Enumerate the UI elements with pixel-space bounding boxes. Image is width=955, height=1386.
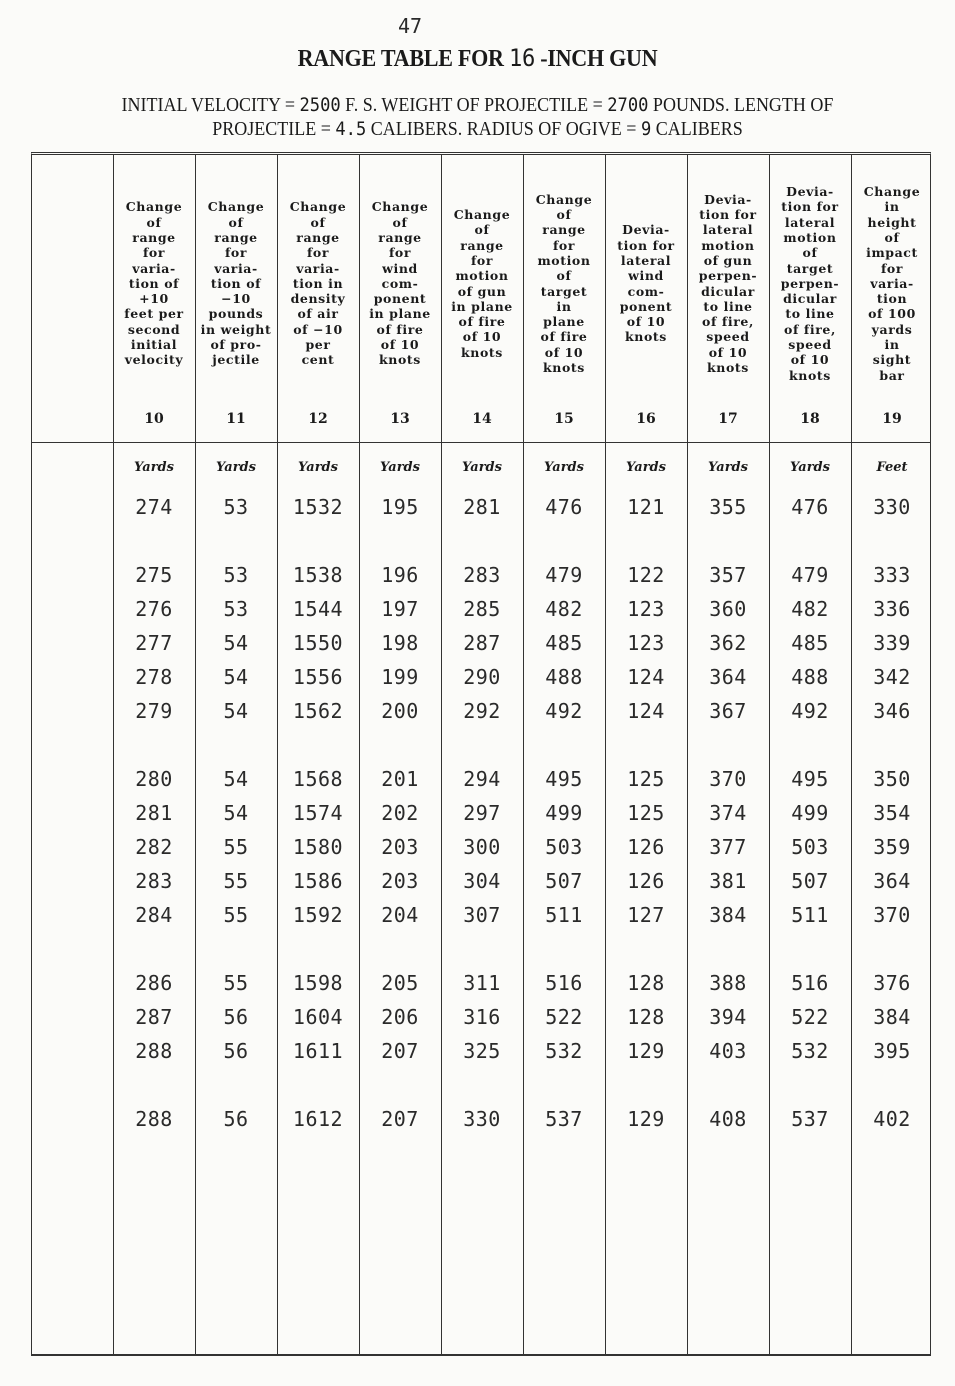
table-cell: 355: [709, 495, 747, 519]
table-cell: 516: [791, 971, 829, 995]
table-cell: 127: [627, 903, 665, 927]
column-unit: Yards: [462, 460, 502, 475]
column-header: [359, 155, 441, 442]
table-cell: 207: [381, 1039, 419, 1063]
table-cell: 196: [381, 563, 419, 587]
table-cell: 316: [463, 1005, 501, 1029]
column-header-text: Change of range for varia- tion of +10 feet per second initial velocity: [124, 199, 184, 368]
table-cell: 275: [135, 563, 173, 587]
table-cell: 128: [627, 1005, 665, 1029]
table-cell: 532: [791, 1039, 829, 1063]
table-cell: 56: [223, 1107, 249, 1131]
table-cell: 53: [223, 495, 249, 519]
table-cell: 367: [709, 699, 747, 723]
table-cell: 1604: [292, 1005, 344, 1029]
column-header-text: Change of range for varia- tion in density of air of −10 per cent: [289, 199, 347, 368]
column-header-text: Devia- tion for lateral motion of gun perpen- dicular to line of fire, speed of 10 knots: [698, 191, 758, 375]
table-cell: 200: [381, 699, 419, 723]
column-header: [769, 155, 851, 442]
column-number: 15: [554, 411, 574, 427]
table-cell: 370: [873, 903, 911, 927]
table-cell: 123: [627, 597, 665, 621]
table-cell: 479: [791, 563, 829, 587]
subtitle-text: PROJECTILE =: [212, 118, 331, 140]
table-cell: 54: [223, 767, 249, 791]
table-cell: 476: [791, 495, 829, 519]
table-cell: 54: [223, 665, 249, 689]
table-cell: 360: [709, 597, 747, 621]
column-header: [687, 155, 769, 442]
column-number: 10: [144, 411, 164, 427]
subtitle-text: POUNDS. LENGTH OF: [652, 94, 834, 116]
table-cell: 54: [223, 801, 249, 825]
table-cell: 507: [545, 869, 583, 893]
table-cell: 277: [135, 631, 173, 655]
column-number: 11: [226, 411, 246, 427]
table-cell: 307: [463, 903, 501, 927]
table-cell: 126: [627, 835, 665, 859]
table-cell: 485: [545, 631, 583, 655]
page-title: [38, 44, 917, 73]
table-cell: 1612: [292, 1107, 344, 1131]
range-table: [31, 152, 931, 1356]
table-cell: 495: [791, 767, 829, 791]
table-cell: 408: [709, 1107, 747, 1131]
table-cell: 1532: [292, 495, 344, 519]
table-cell: 357: [709, 563, 747, 587]
table-cell: 336: [873, 597, 911, 621]
table-cell: 125: [627, 801, 665, 825]
table-cell: 325: [463, 1039, 501, 1063]
table-cell: 1538: [292, 563, 344, 587]
column-number: 17: [718, 411, 738, 427]
header-separator: [32, 442, 930, 443]
column-unit: Yards: [790, 460, 830, 475]
table-cell: 288: [135, 1107, 173, 1131]
table-cell: 374: [709, 801, 747, 825]
table-cell: 197: [381, 597, 419, 621]
table-cell: 202: [381, 801, 419, 825]
column-header-text: Change of range for wind com- ponent in plane of fire of 10 knots: [369, 199, 431, 368]
column-number: 16: [636, 411, 656, 427]
table-cell: 55: [223, 835, 249, 859]
table-cell: 1568: [292, 767, 344, 791]
table-cell: 333: [873, 563, 911, 587]
table-cell: 300: [463, 835, 501, 859]
column-unit: Yards: [134, 460, 174, 475]
column-header: [523, 155, 605, 442]
table-cell: 1586: [292, 869, 344, 893]
table-cell: 330: [463, 1107, 501, 1131]
subtitle-text: CALIBERS. RADIUS OF OGIVE =: [370, 118, 637, 140]
table-cell: 1592: [292, 903, 344, 927]
table-cell: 492: [545, 699, 583, 723]
table-cell: 479: [545, 563, 583, 587]
column-unit: Yards: [298, 460, 338, 475]
table-cell: 311: [463, 971, 501, 995]
table-cell: 511: [791, 903, 829, 927]
table-cell: 359: [873, 835, 911, 859]
table-cell: 1562: [292, 699, 344, 723]
table-cell: 280: [135, 767, 173, 791]
table-cell: 283: [463, 563, 501, 587]
table-cell: 274: [135, 495, 173, 519]
table-cell: 384: [873, 1005, 911, 1029]
table-cell: 503: [791, 835, 829, 859]
table-cell: 485: [791, 631, 829, 655]
column-header: [441, 155, 523, 442]
column-header: [277, 155, 359, 442]
table-cell: 488: [545, 665, 583, 689]
table-cell: 304: [463, 869, 501, 893]
table-cell: 125: [627, 767, 665, 791]
column-number: 12: [308, 411, 328, 427]
column-header-text: Change of range for motion of gun in plane of fire of 10 knots: [451, 207, 513, 360]
column-unit: Feet: [876, 460, 908, 475]
table-cell: 205: [381, 971, 419, 995]
ogive-radius-value: 9: [640, 118, 652, 140]
column-number: 18: [800, 411, 820, 427]
table-cell: 532: [545, 1039, 583, 1063]
title-prefix: RANGE TABLE FOR: [297, 46, 504, 72]
initial-velocity-value: 2500: [299, 94, 341, 116]
table-cell: 402: [873, 1107, 911, 1131]
table-cell: 511: [545, 903, 583, 927]
column-number: 13: [390, 411, 410, 427]
table-cell: 381: [709, 869, 747, 893]
table-cell: 124: [627, 665, 665, 689]
table-cell: 377: [709, 835, 747, 859]
table-cell: 522: [791, 1005, 829, 1029]
table-cell: 1580: [292, 835, 344, 859]
table-cell: 346: [873, 699, 911, 723]
table-cell: 294: [463, 767, 501, 791]
column-number: 19: [882, 411, 902, 427]
table-cell: 350: [873, 767, 911, 791]
table-cell: 482: [791, 597, 829, 621]
column-unit: Yards: [544, 460, 584, 475]
table-cell: 499: [545, 801, 583, 825]
table-cell: 126: [627, 869, 665, 893]
table-cell: 54: [223, 631, 249, 655]
table-cell: 55: [223, 971, 249, 995]
table-cell: 204: [381, 903, 419, 927]
table-cell: 54: [223, 699, 249, 723]
table-cell: 507: [791, 869, 829, 893]
table-cell: 122: [627, 563, 665, 587]
table-cell: 503: [545, 835, 583, 859]
subtitle-text: CALIBERS: [655, 118, 743, 140]
page-number: 47: [397, 14, 423, 38]
title-caliber: 16: [508, 44, 535, 72]
title-suffix: -INCH GUN: [540, 46, 658, 72]
column-header-text: Devia- tion for lateral wind com- ponent of 10 knots: [617, 222, 675, 345]
table-cell: 330: [873, 495, 911, 519]
column-header-text: Change of range for varia- tion of −10 pounds in weight of pro- jectile: [200, 199, 272, 368]
subtitle-line-2: [48, 118, 908, 141]
table-cell: 56: [223, 1039, 249, 1063]
table-cell: 403: [709, 1039, 747, 1063]
table-cell: 287: [135, 1005, 173, 1029]
table-cell: 1598: [292, 971, 344, 995]
table-cell: 121: [627, 495, 665, 519]
table-cell: 278: [135, 665, 173, 689]
column-unit: Yards: [216, 460, 256, 475]
table-cell: 203: [381, 869, 419, 893]
table-cell: 362: [709, 631, 747, 655]
table-cell: 516: [545, 971, 583, 995]
column-unit: Yards: [708, 460, 748, 475]
table-cell: 284: [135, 903, 173, 927]
table-cell: 282: [135, 835, 173, 859]
table-cell: 1611: [292, 1039, 344, 1063]
column-header: [851, 155, 933, 442]
subtitle-text: F. S. WEIGHT OF PROJECTILE =: [345, 94, 603, 116]
table-cell: 129: [627, 1107, 665, 1131]
table-cell: 364: [709, 665, 747, 689]
table-cell: 1550: [292, 631, 344, 655]
table-cell: 364: [873, 869, 911, 893]
table-cell: 281: [135, 801, 173, 825]
table-cell: 201: [381, 767, 419, 791]
table-cell: 195: [381, 495, 419, 519]
subtitle-text: INITIAL VELOCITY =: [121, 94, 295, 116]
table-cell: 339: [873, 631, 911, 655]
table-cell: 376: [873, 971, 911, 995]
table-cell: 537: [791, 1107, 829, 1131]
projectile-weight-value: 2700: [607, 94, 649, 116]
table-cell: 128: [627, 971, 665, 995]
table-cell: 1544: [292, 597, 344, 621]
table-cell: 290: [463, 665, 501, 689]
table-cell: 370: [709, 767, 747, 791]
table-cell: 129: [627, 1039, 665, 1063]
table-cell: 206: [381, 1005, 419, 1029]
table-cell: 394: [709, 1005, 747, 1029]
table-cell: 342: [873, 665, 911, 689]
column-header: [113, 155, 195, 442]
table-cell: 297: [463, 801, 501, 825]
column-header-text: Change of range for motion of target in plane of fire of 10 knots: [535, 191, 593, 375]
table-cell: 482: [545, 597, 583, 621]
table-cell: 123: [627, 631, 665, 655]
column-header-text: Devia- tion for lateral motion of target perpen- dicular to line of fire, speed of 10 knots: [780, 184, 840, 383]
column-header: [605, 155, 687, 442]
table-cell: 287: [463, 631, 501, 655]
table-cell: 198: [381, 631, 419, 655]
table-cell: 53: [223, 563, 249, 587]
column-header-text: Change in height of impact for varia- tion of 100 yards in sight bar: [863, 184, 921, 383]
column-number: 14: [472, 411, 492, 427]
table-cell: 488: [791, 665, 829, 689]
table-cell: 207: [381, 1107, 419, 1131]
table-cell: 522: [545, 1005, 583, 1029]
table-cell: 199: [381, 665, 419, 689]
table-cell: 388: [709, 971, 747, 995]
table-cell: 124: [627, 699, 665, 723]
table-cell: 537: [545, 1107, 583, 1131]
table-cell: 354: [873, 801, 911, 825]
table-cell: 292: [463, 699, 501, 723]
projectile-length-value: 4.5: [335, 118, 367, 140]
table-cell: 53: [223, 597, 249, 621]
table-cell: 281: [463, 495, 501, 519]
table-cell: 384: [709, 903, 747, 927]
table-cell: 1574: [292, 801, 344, 825]
table-cell: 203: [381, 835, 419, 859]
column-unit: Yards: [380, 460, 420, 475]
table-cell: 395: [873, 1039, 911, 1063]
table-cell: 55: [223, 903, 249, 927]
table-cell: 276: [135, 597, 173, 621]
table-cell: 279: [135, 699, 173, 723]
table-cell: 288: [135, 1039, 173, 1063]
table-cell: 499: [791, 801, 829, 825]
column-header: [195, 155, 277, 442]
table-cell: 492: [791, 699, 829, 723]
table-cell: 495: [545, 767, 583, 791]
table-cell: 55: [223, 869, 249, 893]
table-cell: 1556: [292, 665, 344, 689]
column-unit: Yards: [626, 460, 666, 475]
table-cell: 476: [545, 495, 583, 519]
table-cell: 285: [463, 597, 501, 621]
subtitle-line-1: [48, 94, 908, 117]
table-cell: 56: [223, 1005, 249, 1029]
table-cell: 286: [135, 971, 173, 995]
table-cell: 283: [135, 869, 173, 893]
